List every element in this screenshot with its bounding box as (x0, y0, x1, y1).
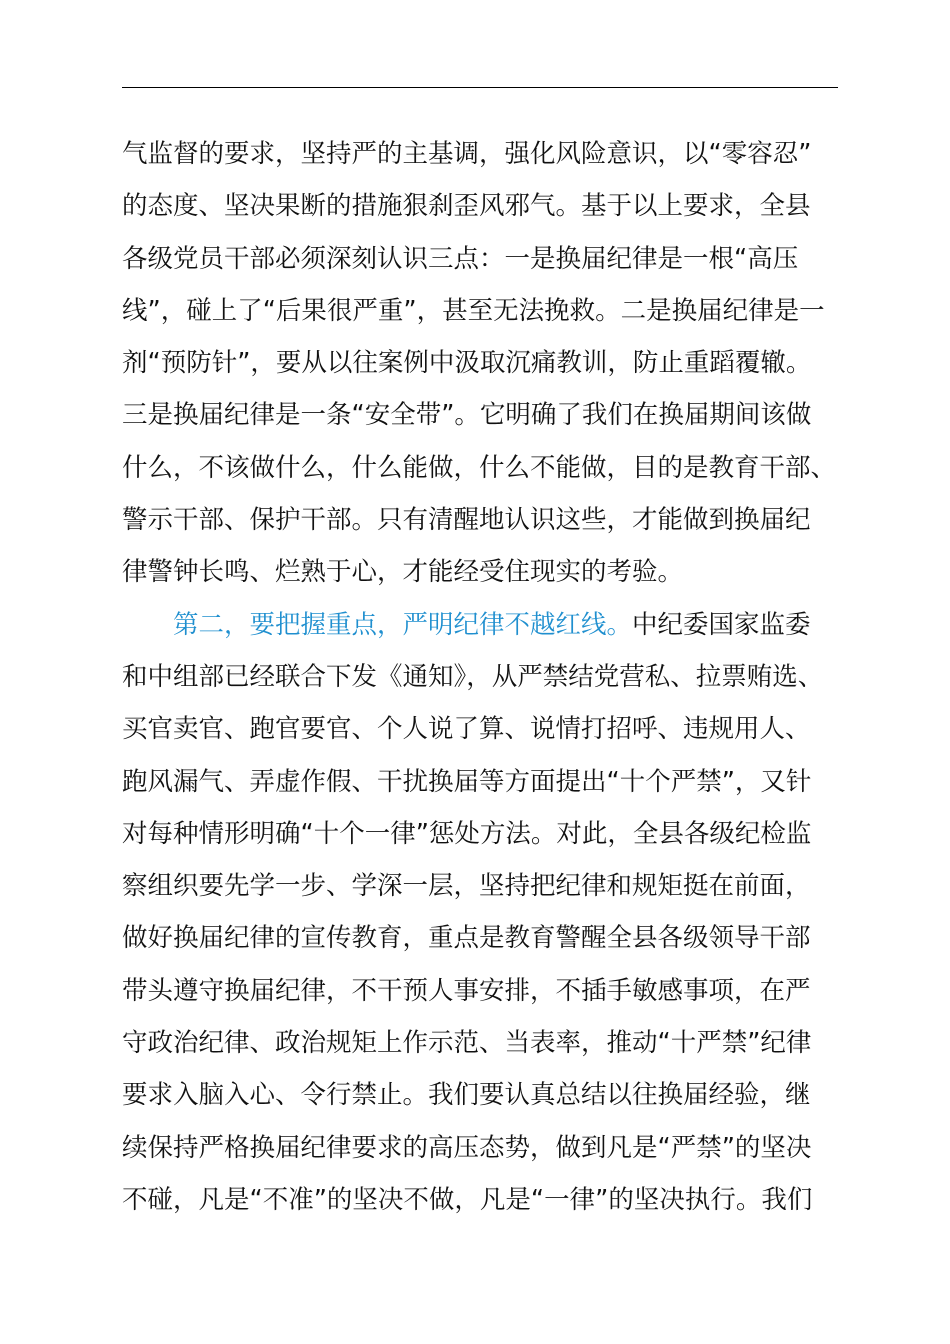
text-line: 守政治纪律、政治规矩上作示范、当表率，推动“十严禁”纪律 (122, 1028, 812, 1059)
section-heading: 第二，要把握重点，严明纪律不越红线。 (173, 609, 633, 640)
text-run: 中纪委国家监委 (632, 609, 811, 640)
text-line: 剂“预防针”，要从以往案例中汲取沉痛教训，防止重蹈覆辙。 (122, 348, 812, 379)
text-line: 各级党员干部必须深刻认识三点：一是换届纪律是一根“高压 (122, 243, 799, 274)
text-line: 什么，不该做什么，什么能做，什么不能做，目的是教育干部、 (122, 452, 837, 483)
text-line: 买官卖官、跑官要官、个人说了算、说情打招呼、违规用人、 (122, 714, 811, 745)
paragraph-1 (122, 128, 838, 599)
text-line: 跑风漏气、弄虚作假、干扰换届等方面提出“十个严禁”，又针 (122, 766, 812, 797)
header-rule (122, 87, 838, 88)
text-line: 和中组部已经联合下发《通知》，从严禁结党营私、拉票贿选、 (122, 661, 824, 692)
text-line: 的态度、坚决果断的措施狠刹歪风邪气。基于以上要求，全县 (122, 191, 811, 222)
text-line: 气监督的要求，坚持严的主基调，强化风险意识，以“零容忍” (122, 139, 812, 169)
text-line: 三是换届纪律是一条“安全带”。它明确了我们在换届期间该做 (122, 400, 812, 431)
document-body (122, 128, 838, 1226)
text-line: 带头遵守换届纪律，不干预人事安排，不插手敏感事项，在严 (122, 975, 811, 1006)
paragraph-2 (122, 599, 838, 1227)
text-line: 做好换届纪律的宣传教育，重点是教育警醒全县各级领导干部 (122, 923, 811, 954)
text-line: 察组织要先学一步、学深一层，坚持把纪律和规矩挺在前面， (122, 871, 811, 902)
text-line (122, 599, 838, 651)
text-line: 警示干部、保护干部。只有清醒地认识这些，才能做到换届纪 (122, 505, 811, 536)
text-line: 对每种情形明确“十个一律”惩处方法。对此，全县各级纪检监 (122, 818, 812, 849)
text-line: 不碰，凡是“不准”的坚决不做，凡是“一律”的坚决执行。我们 (122, 1184, 813, 1215)
text-line: 续保持严格换届纪律要求的高压态势，做到凡是“严禁”的坚决 (122, 1132, 812, 1163)
text-line: 律警钟长鸣、烂熟于心，才能经受住现实的考验。 (122, 557, 684, 588)
text-line: 要求入脑入心、令行禁止。我们要认真总结以往换届经验，继 (122, 1080, 811, 1111)
text-line: 线”，碰上了“后果很严重”，甚至无法挽救。二是换届纪律是一 (122, 295, 825, 326)
